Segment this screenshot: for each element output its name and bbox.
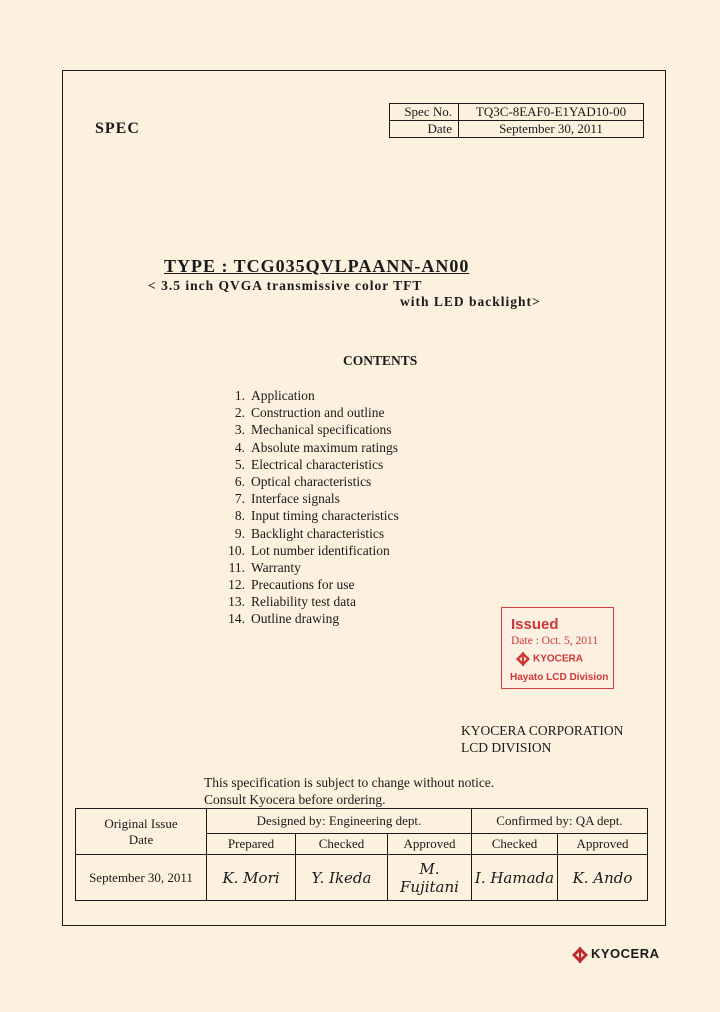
list-item: 7. Interface signals bbox=[234, 491, 340, 507]
list-item: 8. Input timing characteristics bbox=[234, 508, 399, 524]
qa-checked-signature: I. Hamada bbox=[472, 855, 558, 901]
list-item: 1. Application bbox=[234, 388, 315, 403]
stamp-division: Hayato LCD Division bbox=[510, 672, 609, 683]
list-item: 5. Electrical characteristics bbox=[234, 456, 384, 472]
checked-signature: Y. Ikeda bbox=[296, 855, 388, 901]
notice-line1: This specification is subject to change without notice. bbox=[204, 775, 495, 790]
date-value: September 30, 2011 bbox=[459, 121, 644, 138]
list-item: 11. Warranty bbox=[228, 559, 301, 575]
stamp-logo-text: KYOCERA bbox=[533, 653, 584, 665]
prepared-signature: K. Mori bbox=[207, 855, 296, 901]
spec-title: SPEC bbox=[95, 120, 140, 137]
issue-date-value: September 30, 2011 bbox=[76, 855, 207, 901]
spec-no-label: Spec No. bbox=[390, 104, 459, 121]
qa-approved-signature: K. Ando bbox=[558, 855, 648, 901]
approved-signature: M. Fujitani bbox=[388, 855, 472, 901]
spec-no-value: TQ3C-8EAF0-E1YAD10-00 bbox=[459, 104, 644, 121]
qa-approved-label: Approved bbox=[558, 834, 648, 855]
contents-list bbox=[215, 387, 399, 628]
product-subtitle-line2: with LED backlight> bbox=[400, 294, 541, 309]
checked-label: Checked bbox=[296, 834, 388, 855]
stamp-issued-label: Issued bbox=[511, 616, 559, 633]
list-item: 10. Lot number identification bbox=[228, 542, 390, 558]
designed-by-label: Designed by: Engineering dept. bbox=[207, 809, 472, 834]
footer-logo-text: KYOCERA bbox=[591, 946, 660, 961]
stamp-date: Date : Oct. 5, 2011 bbox=[511, 635, 599, 647]
kyocera-mark-icon bbox=[572, 947, 588, 963]
list-item: 6. Optical characteristics bbox=[234, 473, 372, 489]
list-item: 2. Construction and outline bbox=[234, 405, 385, 421]
product-subtitle-line1: < 3.5 inch QVGA transmissive color TFT bbox=[148, 278, 423, 293]
list-item: 9. Backlight characteristics bbox=[234, 525, 385, 541]
list-item: 12. Precautions for use bbox=[228, 577, 355, 593]
spec-info-table bbox=[389, 103, 644, 138]
original-issue-date-label: Original Issue Date bbox=[76, 809, 207, 855]
confirmed-by-label: Confirmed by: QA dept. bbox=[472, 809, 648, 834]
prepared-label: Prepared bbox=[207, 834, 296, 855]
list-item: 4. Absolute maximum ratings bbox=[234, 439, 398, 455]
qa-checked-label: Checked bbox=[472, 834, 558, 855]
footer-kyocera-logo bbox=[572, 946, 660, 963]
stamp-kyocera-logo bbox=[516, 652, 583, 666]
approval-table bbox=[75, 808, 648, 901]
company-division: LCD DIVISION bbox=[461, 740, 552, 755]
approved-label: Approved bbox=[388, 834, 472, 855]
list-item: 13. Reliability test data bbox=[228, 594, 356, 610]
issued-stamp bbox=[501, 607, 614, 689]
contents-heading: CONTENTS bbox=[343, 353, 418, 368]
list-item: 3. Mechanical specifications bbox=[234, 422, 392, 438]
kyocera-mark-icon bbox=[516, 652, 530, 666]
company-name: KYOCERA CORPORATION bbox=[461, 723, 624, 738]
product-type-title: TYPE : TCG035QVLPAANN-AN00 bbox=[164, 256, 470, 276]
list-item: 14. Outline drawing bbox=[228, 611, 340, 627]
notice-line2: Consult Kyocera before ordering. bbox=[204, 792, 386, 807]
date-label: Date bbox=[390, 121, 459, 138]
